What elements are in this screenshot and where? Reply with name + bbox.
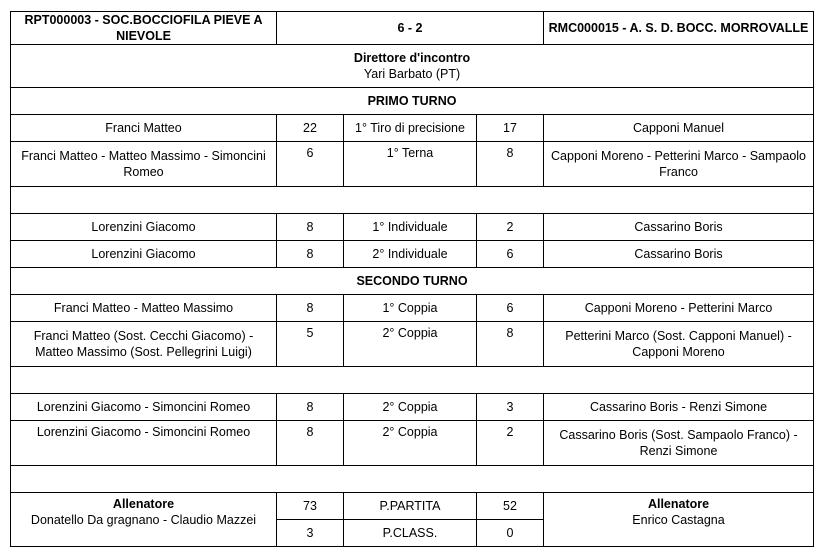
- home-players: Franci Matteo (Sost. Cecchi Giacomo) - Matteo Massimo (Sost. Pellegrini Luigi): [11, 322, 277, 367]
- director-cell: [11, 45, 814, 88]
- away-score: 17: [477, 115, 544, 142]
- match-row: [11, 295, 814, 322]
- home-score: 8: [277, 295, 344, 322]
- away-score: 6: [477, 241, 544, 268]
- section-row: [11, 88, 814, 115]
- home-players: Franci Matteo: [11, 115, 277, 142]
- match-row: [11, 241, 814, 268]
- match-row: [11, 142, 814, 187]
- match-row: [11, 421, 814, 466]
- home-partita-points: 73: [277, 493, 344, 520]
- event-name: 1° Terna: [344, 142, 477, 187]
- away-coach-name: Enrico Castagna: [632, 513, 725, 527]
- primo-turno-title: PRIMO TURNO: [11, 88, 814, 115]
- away-players: Cassarino Boris: [544, 241, 814, 268]
- home-coach-cell: [11, 493, 277, 547]
- away-players: Cassarino Boris - Renzi Simone: [544, 394, 814, 421]
- home-score: 8: [277, 394, 344, 421]
- event-name: 2° Coppia: [344, 421, 477, 466]
- home-players: Lorenzini Giacomo - Simoncini Romeo: [11, 421, 277, 466]
- home-score: 6: [277, 142, 344, 187]
- match-row: [11, 115, 814, 142]
- event-name: 1° Tiro di precisione: [344, 115, 477, 142]
- home-class-points: 3: [277, 520, 344, 547]
- match-row: [11, 394, 814, 421]
- away-coach-cell: [544, 493, 814, 547]
- home-coach-name: Donatello Da gragnano - Claudio Mazzei: [30, 513, 257, 527]
- away-players: Capponi Moreno - Petterini Marco - Sampaolo Franco: [544, 142, 814, 187]
- match-score: 6 - 2: [277, 12, 544, 45]
- home-coach-label: Allenatore: [112, 497, 175, 511]
- home-players: Lorenzini Giacomo - Simoncini Romeo: [11, 394, 277, 421]
- home-score: 5: [277, 322, 344, 367]
- home-score: 8: [277, 214, 344, 241]
- home-players: Lorenzini Giacomo: [11, 214, 277, 241]
- away-players: Cassarino Boris (Sost. Sampaolo Franco) - Renzi Simone: [544, 421, 814, 466]
- away-score: 3: [477, 394, 544, 421]
- home-players: Lorenzini Giacomo: [11, 241, 277, 268]
- partita-label: P.PARTITA: [344, 493, 477, 520]
- director-row: [11, 45, 814, 88]
- home-score: 22: [277, 115, 344, 142]
- home-score: 8: [277, 421, 344, 466]
- event-name: 2° Coppia: [344, 394, 477, 421]
- match-row: [11, 214, 814, 241]
- event-name: 2° Individuale: [344, 241, 477, 268]
- event-name: 1° Coppia: [344, 295, 477, 322]
- away-players: Cassarino Boris: [544, 214, 814, 241]
- header-row: [11, 12, 814, 45]
- spacer-row: [11, 187, 814, 214]
- secondo-turno-title: SECONDO TURNO: [11, 268, 814, 295]
- footer-row: [11, 493, 814, 520]
- away-players: Capponi Moreno - Petterini Marco: [544, 295, 814, 322]
- spacer-row: [11, 466, 814, 493]
- director-label: Direttore d'incontro: [353, 51, 471, 65]
- away-players: Petterini Marco (Sost. Capponi Manuel) - Capponi Moreno: [544, 322, 814, 367]
- section-row: [11, 268, 814, 295]
- away-class-points: 0: [477, 520, 544, 547]
- match-report-table: [10, 11, 814, 547]
- class-label: P.CLASS.: [344, 520, 477, 547]
- spacer-row: [11, 367, 814, 394]
- away-score: 2: [477, 214, 544, 241]
- event-name: 1° Individuale: [344, 214, 477, 241]
- home-team: RPT000003 - SOC.BOCCIOFILA PIEVE A NIEVOLE: [11, 12, 277, 45]
- away-score: 8: [477, 322, 544, 367]
- match-row: [11, 322, 814, 367]
- home-score: 8: [277, 241, 344, 268]
- home-players: Franci Matteo - Matteo Massimo - Simoncini Romeo: [11, 142, 277, 187]
- away-coach-label: Allenatore: [647, 497, 710, 511]
- away-score: 2: [477, 421, 544, 466]
- away-partita-points: 52: [477, 493, 544, 520]
- away-team: RMC000015 - A. S. D. BOCC. MORROVALLE: [544, 12, 814, 45]
- director-name: Yari Barbato (PT): [363, 67, 461, 81]
- away-score: 8: [477, 142, 544, 187]
- away-players: Capponi Manuel: [544, 115, 814, 142]
- home-players: Franci Matteo - Matteo Massimo: [11, 295, 277, 322]
- away-score: 6: [477, 295, 544, 322]
- event-name: 2° Coppia: [344, 322, 477, 367]
